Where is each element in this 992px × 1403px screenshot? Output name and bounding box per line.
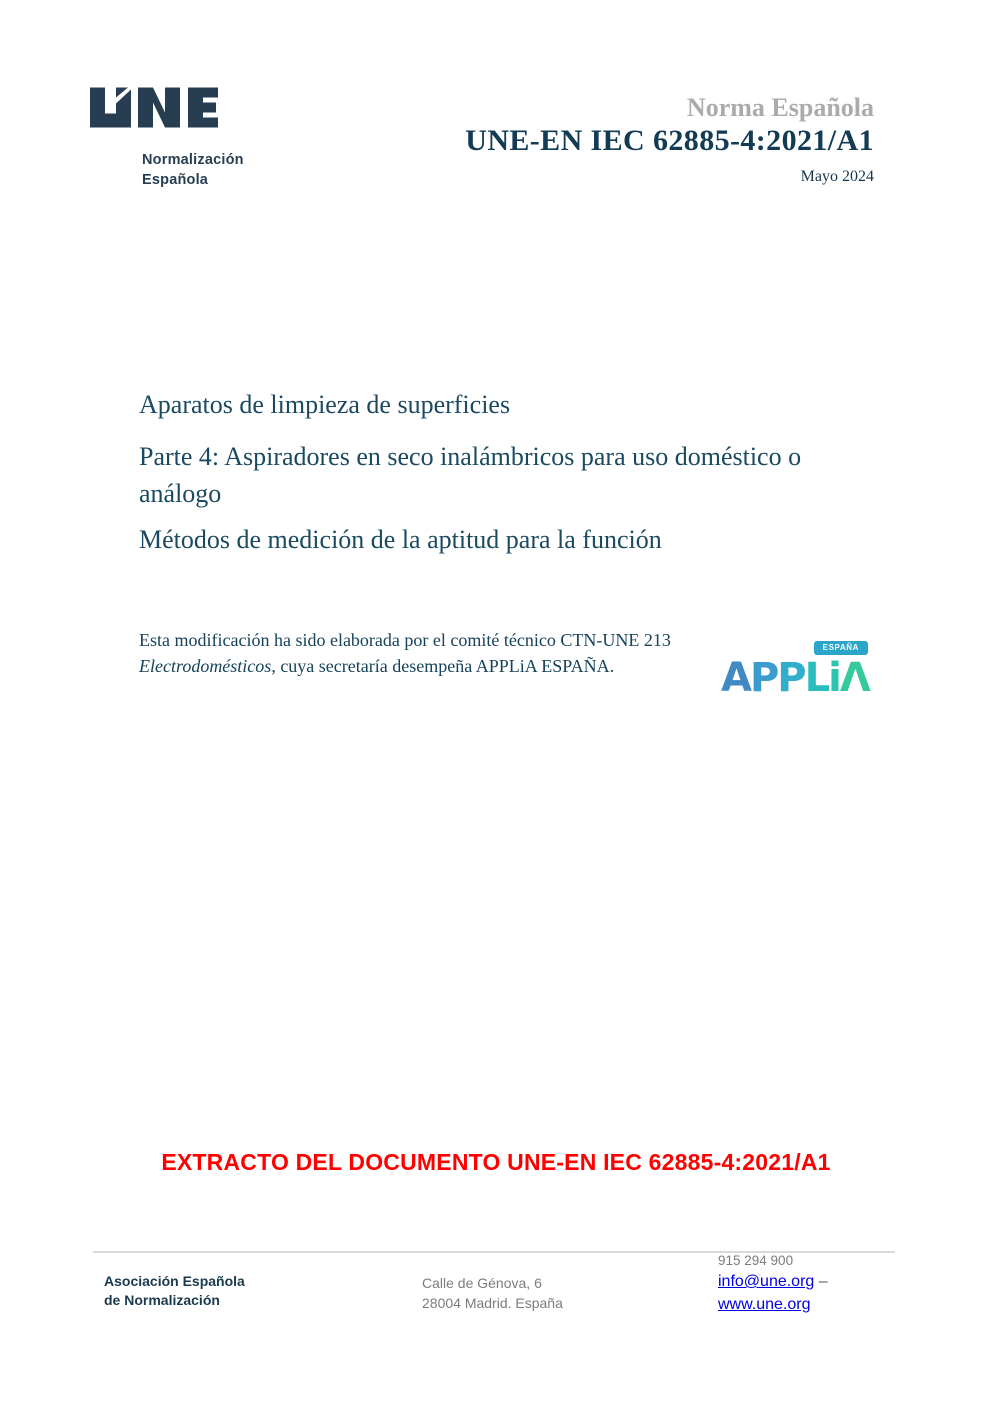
footer-address xyxy=(422,1273,563,1313)
applia-letter: L xyxy=(804,655,829,701)
applia-wordmark xyxy=(721,655,869,701)
footer-website-row xyxy=(718,1293,828,1316)
applia-letter: P xyxy=(749,655,778,701)
footer-address-line1: Calle de Génova, 6 xyxy=(422,1275,542,1291)
footer-organization xyxy=(104,1272,245,1310)
applia-letter: A xyxy=(721,655,750,701)
footer-phone: 915 294 900 xyxy=(718,1253,794,1268)
une-logo-subtitle xyxy=(142,151,244,190)
footer-org-line2: de Normalización xyxy=(104,1292,220,1308)
document-header xyxy=(465,94,874,187)
applia-espana-badge: ESPAÑA xyxy=(814,641,868,655)
website-link[interactable]: www.une.org xyxy=(718,1296,811,1313)
applia-letter: i xyxy=(828,655,840,701)
footer-email-row xyxy=(718,1270,828,1293)
extract-notice: EXTRACTO DEL DOCUMENTO UNE-EN IEC 62885-4:2021/A1 xyxy=(161,1149,831,1175)
footer-address-line2: 28004 Madrid. España xyxy=(422,1295,563,1311)
footer-contact xyxy=(718,1252,828,1316)
document-title xyxy=(139,386,839,558)
applia-logo xyxy=(721,641,869,701)
note-text-italic: Electrodomésticos xyxy=(139,656,272,676)
title-line2: Parte 4: Aspiradores en seco inalámbricos para uso doméstico o análogo xyxy=(139,442,802,508)
email-link[interactable]: info@une.org xyxy=(718,1273,815,1290)
committee-note xyxy=(139,627,687,679)
link-separator: – xyxy=(818,1273,828,1290)
une-subtitle-line1: Normalización xyxy=(142,152,244,168)
norm-type-label: Norma Española xyxy=(686,93,874,122)
title-line1: Aparatos de limpieza de superficies xyxy=(139,390,511,419)
une-subtitle-line2: Española xyxy=(142,171,209,188)
footer-org-line1: Asociación Española xyxy=(104,1273,245,1289)
publication-date: Mayo 2024 xyxy=(800,168,874,185)
title-line3: Métodos de medición de la aptitud para la función xyxy=(139,525,662,554)
note-text-before: Esta modificación ha sido elaborada por el comité técnico CTN-UNE 213 xyxy=(139,630,671,650)
applia-letter: Λ xyxy=(839,655,869,701)
applia-letter: P xyxy=(777,655,805,701)
note-text-after: , cuya secretaría desempeña APPLiA ESPAÑA. xyxy=(271,656,615,676)
document-number: UNE-EN IEC 62885-4:2021/A1 xyxy=(465,124,874,157)
une-logo-icon xyxy=(90,87,218,128)
